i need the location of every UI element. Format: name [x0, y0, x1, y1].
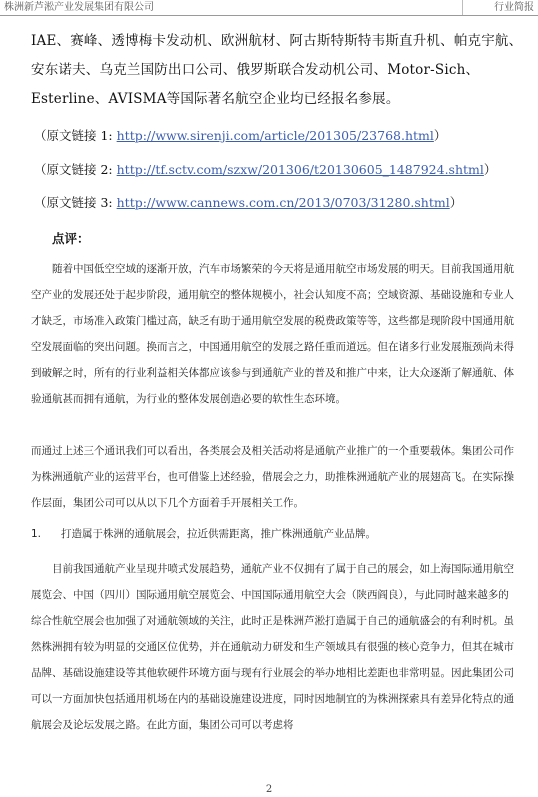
link-url[interactable]: http://www.sirenji.com/article/201305/23768.html [116, 128, 434, 143]
header-divider [462, 0, 463, 15]
analysis-paragraph-1: 随着中国低空空域的逐渐开放，汽车市场繁荣的今天将是通用航空市场发展的明天。目前我国通用航空产业的发展还处于起步阶段，通用航空的整体规模小，社会认知度不高；空域资源、基础设施和专业人才缺乏，市场准入政策门槛过高，缺乏有助于通用航空发展的税费政策等等，这些都是现阶段中国通用航空发展面临的突出问题。换而言之，中国通用航空的发展之路任重而道远。但在诸多行业发展瓶颈尚未得到破解之时，所有的行业利益相关体都应该参与到通航产业的普及和推广中来，让大众逐渐了解通航、体验通航甚而拥有通航，为行业的整体发展创造必要的软性生态环境。 [31, 263, 514, 405]
page-header [0, 0, 538, 16]
link-url[interactable]: http://tf.sctv.com/szxw/201306/t20130605_1487924.shtml [116, 162, 484, 177]
review-label: 点评： [52, 231, 90, 246]
list-item-number: 1. [31, 528, 42, 540]
link-label: （原文链接 2: [34, 162, 117, 177]
link-close: ） [449, 195, 463, 210]
analysis-paragraph-3: 目前我国通航产业呈现井喷式发展趋势，通航产业不仅拥有了属于自己的展会，如上海国际通用航空展览会、中国（四川）国际通用航空展览会、中国国际通用航空大会（陕西阎良），与此同时越来越多的综合性航空展会也加强了对通航领域的关注，此时正是株洲芦淞打造属于自己的通航盛会的有利时机。虽然株洲拥有较为明显的交通区位优势，并在通航动力研发和生产领域具有很强的核心竞争力，但其在城市品牌、基础设施建设等其他软硬件环境方面与现有行业展会的举办地相比差距也非常明显。因此集团公司可以一方面加快包括通用机场在内的基础设施建设进度，同时因地制宜的为株洲探索具有差异化特点的通航展会及论坛发展之路。在此方面，集团公司可以考虑将 [31, 563, 514, 731]
link-label: （原文链接 3: [34, 195, 117, 210]
page-number: 2 [265, 784, 273, 795]
link-label: （原文链接 1: [34, 128, 117, 143]
source-link-2 [34, 161, 496, 179]
link-url[interactable]: http://www.cannews.com.cn/2013/0703/31280.shtml [116, 195, 450, 210]
list-item [31, 526, 519, 541]
link-close: ） [483, 162, 497, 177]
section-name: 行业简报 [494, 2, 534, 13]
link-close: ） [433, 128, 447, 143]
source-link-3 [34, 194, 462, 212]
source-link-1 [34, 127, 446, 145]
list-item-text: 打造属于株洲的通航展会，拉近供需距离，推广株洲通航产业品牌。 [61, 528, 376, 540]
intro-paragraph: IAE、赛峰、透博梅卡发动机、欧洲航材、阿古斯特斯特韦斯直升机、帕克宇航、安东诺夫、乌克兰国防出口公司、俄罗斯联合发动机公司、Motor-Sich、Esterline、AVISMA等国际著名航空企业均已经报名参展。 [31, 33, 523, 107]
company-name: 株洲新芦淞产业发展集团有限公司 [4, 2, 154, 13]
analysis-paragraph-2: 而通过上述三个通讯我们可以看出，各类展会及相关活动将是通航产业推广的一个重要载体。集团公司作为株洲通航产业的运营平台，也可借鉴上述经验，借展会之力，助推株洲通航产业的展翅高飞。在实际操作层面，集团公司可以从以下几个方面着手开展相关工作。 [31, 445, 514, 509]
